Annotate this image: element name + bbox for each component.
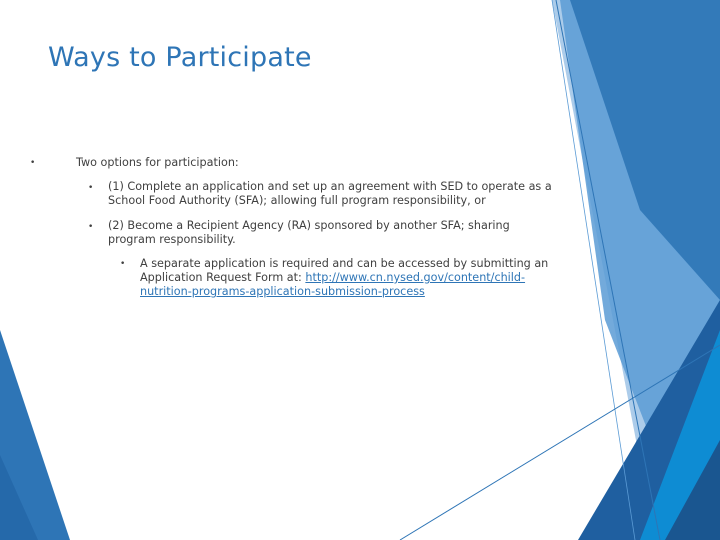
bullet-marker: • (30, 158, 36, 168)
option2-text (108, 219, 510, 247)
option2-line2: program responsibility. (108, 233, 236, 246)
sub-bullet-line3 (140, 285, 548, 299)
sub-bullet-line2-label: Application Request Form at: (140, 271, 306, 284)
option1-line1: (1) Complete an application and set up an agreement with SED to operate as a (108, 180, 552, 193)
option1-line2: School Food Authority (SFA); allowing full program responsibility, or (108, 194, 486, 207)
slide-title: Ways to Participate (48, 42, 312, 73)
sub-bullet-text (140, 257, 548, 299)
bullet-marker: • (88, 222, 94, 232)
sub-bullet-line1: A separate application is required and can be accessed by submitting an (140, 257, 549, 270)
option1-text (108, 180, 552, 208)
bullet-marker: • (120, 259, 126, 269)
sub-bullet-line2 (140, 271, 548, 285)
bullet-marker: • (88, 183, 94, 193)
option2-line1: (2) Become a Recipient Agency (RA) sponsored by another SFA; sharing (108, 219, 510, 232)
level1-bullet-text: Two options for participation: (76, 156, 239, 169)
application-request-link-part1[interactable]: http://www.cn.nysed.gov/content/child- (305, 271, 526, 284)
application-request-link-part2[interactable]: nutrition-programs-application-submission-process (140, 285, 425, 298)
